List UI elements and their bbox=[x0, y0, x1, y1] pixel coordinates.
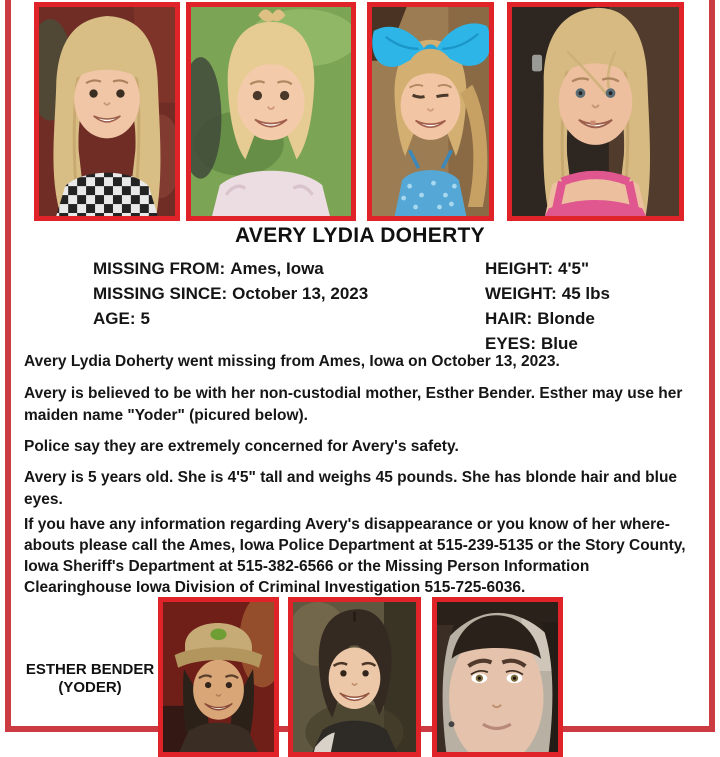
age-label: AGE: bbox=[93, 309, 136, 328]
avery-photo-2 bbox=[186, 2, 356, 221]
esther-photo-2-art bbox=[293, 602, 416, 752]
avery-photo-1-art bbox=[39, 7, 175, 216]
avery-photo-3 bbox=[367, 2, 494, 221]
missing-from-line bbox=[93, 256, 368, 281]
missing-since-label: MISSING SINCE: bbox=[93, 284, 228, 303]
weight-label: WEIGHT: bbox=[485, 284, 557, 303]
missing-since-value: October 13, 2023 bbox=[232, 284, 369, 303]
avery-photo-1 bbox=[34, 2, 180, 221]
esther-photo-1-art bbox=[163, 602, 274, 752]
hair-line bbox=[485, 306, 610, 331]
paragraph-contact-info: If you have any information regarding Avery's disappearance or you know of her where-abouts please call the Ames, Iowa Police Department at 515-239-5135 or the Story County, Iowa Sheriff's Department at 515-382-6566 or the Missing Person Information Clearinghouse Iowa Division of Criminal Investigation 515-725-6036. bbox=[24, 516, 686, 596]
paragraph-believed-with-mother: Avery is believed to be with her non-custodial mother, Esther Bender. Esther may use her maiden name "Yoder" (picured below). bbox=[24, 385, 683, 424]
hair-value: Blonde bbox=[537, 309, 595, 328]
height-line bbox=[485, 256, 610, 281]
info-column-left bbox=[93, 256, 368, 331]
weight-value: 45 lbs bbox=[561, 284, 610, 303]
hair-label: HAIR: bbox=[485, 309, 533, 328]
age-value: 5 bbox=[140, 309, 150, 328]
height-value: 4'5" bbox=[558, 259, 590, 278]
paragraph-police-concerned: Police say they are extremely concerned for Avery's safety. bbox=[24, 438, 459, 455]
age-line bbox=[93, 306, 368, 331]
esther-photo-2 bbox=[288, 597, 421, 757]
height-label: HEIGHT: bbox=[485, 259, 553, 278]
info-column-right bbox=[485, 256, 610, 356]
eyes-label: EYES: bbox=[485, 334, 537, 353]
esther-photo-1 bbox=[158, 597, 279, 757]
suspect-name-label bbox=[22, 661, 158, 697]
esther-photo-3-art bbox=[437, 602, 558, 752]
avery-photo-4-art bbox=[512, 7, 679, 216]
avery-photo-3-art bbox=[372, 7, 489, 216]
missing-from-value: Ames, Iowa bbox=[230, 259, 324, 278]
avery-photo-4 bbox=[507, 2, 684, 221]
esther-photo-3 bbox=[432, 597, 563, 757]
suspect-name-line1: ESTHER BENDER bbox=[25, 661, 155, 678]
missing-from-label: MISSING FROM: bbox=[93, 259, 226, 278]
eyes-value: Blue bbox=[541, 334, 578, 353]
suspect-name-line2: (YODER) bbox=[58, 679, 122, 696]
paragraph-went-missing: Avery Lydia Doherty went missing from Ames, Iowa on October 13, 2023. bbox=[24, 353, 560, 370]
page-title: AVERY LYDIA DOHERTY bbox=[235, 224, 485, 247]
avery-photo-2-art bbox=[191, 7, 351, 216]
paragraph-description: Avery is 5 years old. She is 4'5" tall and weighs 45 pounds. She has blonde hair and blue eyes. bbox=[24, 469, 678, 508]
weight-line bbox=[485, 281, 610, 306]
missing-since-line bbox=[93, 281, 368, 306]
